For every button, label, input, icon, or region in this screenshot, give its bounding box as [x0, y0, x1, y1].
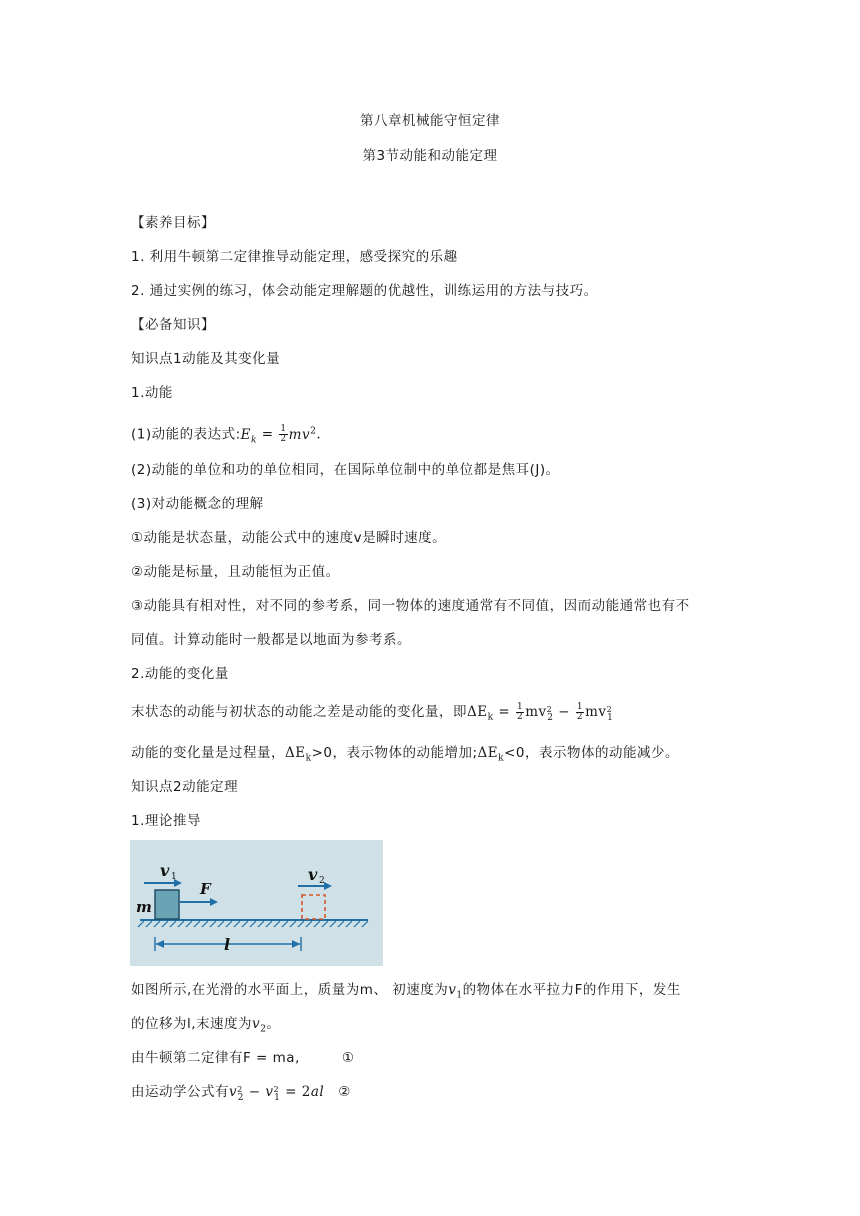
block-m	[155, 890, 179, 919]
label-F: F	[200, 880, 211, 898]
unit-text: (2)动能的单位和功的单位相同，在国际单位制中的单位都是焦耳(J)。	[131, 462, 560, 478]
label-v2: v	[308, 865, 318, 884]
kinetic-energy-expression: (1)动能的表达式$:E_k$ = $\frac{1}{2}$ $mv^2$.	[131, 424, 322, 446]
process-quantity-line: 动能的变化量是过程量，$\Delta E_k>0$，表示物体的动能增加$;\Delta E_k<0$，表示物体的动能减少。	[131, 745, 680, 764]
newton-law-line: 由牛顿第二定律有F = ma, ①	[131, 1050, 355, 1066]
point1-title: 知识点1动能及其变化量	[131, 351, 281, 367]
motion-diagram	[130, 840, 383, 966]
concept-item-3-cont: 同值。计算动能时一般都是以地面为参考系。	[131, 632, 411, 648]
change-title: 2.动能的变化量	[131, 666, 229, 682]
derivation-title: 1.理论推导	[131, 813, 201, 829]
concept-item-3: ③动能具有相对性，对不同的参考系，同一物体的速度通常有不同值，因而动能通常也有不	[131, 598, 690, 614]
paragraph-line-2: 的位移为l,末速度为$v_2$。	[131, 1016, 281, 1035]
fraction-half: $\frac{1}{2}$	[280, 424, 287, 444]
change-text: 末状态的动能与初状态的动能之差是动能的变化量，即	[131, 704, 467, 720]
label-v1: v	[160, 861, 170, 880]
kinetic-energy-title: 1.动能	[131, 385, 173, 401]
formula-ek: $E_k$	[240, 426, 257, 446]
point2-title: 知识点2动能定理	[131, 779, 239, 795]
formula-delta-ek: $\Delta E_k$ =	[467, 704, 515, 723]
label-l: l	[224, 935, 231, 954]
goal-item-2: 2. 通过实例的练习，体会动能定理解题的优越性，训练运用的方法与技巧。	[131, 283, 598, 299]
concept-item-1: ①动能是状态量，动能公式中的速度v是瞬时速度。	[131, 530, 447, 546]
label-v1-sub: 1	[171, 872, 177, 882]
kinematics-line: 由运动学公式有$v_{22} - v_{21} = 2al$ ②	[131, 1084, 351, 1103]
motion-diagram-svg	[130, 840, 383, 966]
change-formula-line: 末状态的动能与初状态的动能之差是动能的变化量，即$\Delta E_k$ = $\frac{1}{2}$ $mv_{22}$ − $\frac{1}{2}$ $mv_{21}$	[131, 701, 614, 723]
label-m: m	[136, 898, 152, 916]
concept-title: (3)对动能概念的理解	[131, 496, 264, 512]
section-title: 第3节动能和动能定理	[362, 148, 498, 164]
goals-heading: 【素养目标】	[131, 215, 215, 231]
paragraph-line-1: 如图所示,在光滑的水平面上，质量为m、 初速度为$v_1$的物体在水平拉力F的作用下，发生	[131, 982, 681, 1001]
expression-label: (1)动能的表达式:	[131, 426, 241, 443]
concept-item-2: ②动能是标量，且动能恒为正值。	[131, 564, 340, 580]
chapter-title: 第八章机械能守恒定律	[360, 113, 500, 129]
label-v2-sub: 2	[319, 876, 325, 886]
knowledge-heading: 【必备知识】	[131, 317, 215, 333]
goal-item-1: 1. 利用牛顿第二定律推导动能定理，感受探究的乐趣	[131, 249, 458, 265]
